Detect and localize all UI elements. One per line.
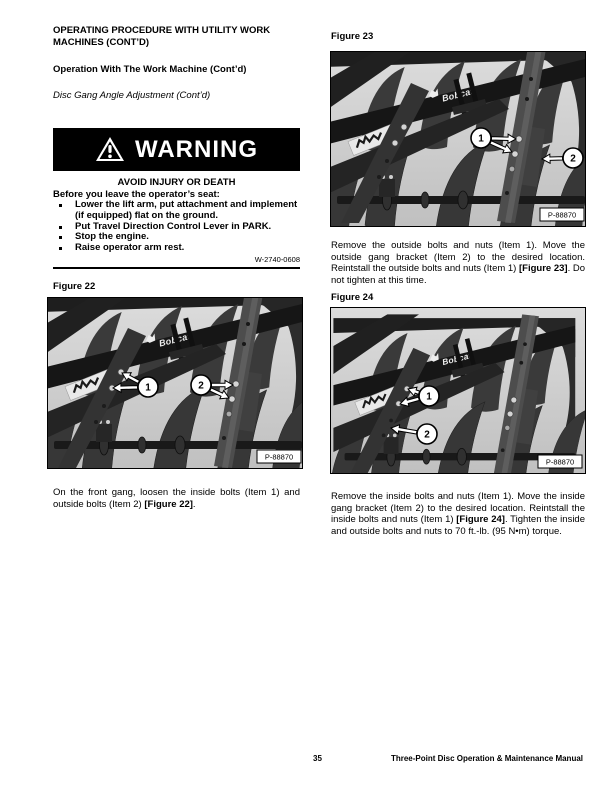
callout-number: 2 (424, 429, 430, 441)
figure-22-label: Figure 22 (53, 281, 96, 293)
figure-23-photo (331, 52, 585, 226)
footer-manual-title: Three-Point Disc Operation & Maintenance Manual (390, 754, 583, 763)
warning-divider (53, 267, 300, 270)
callout-number: 2 (570, 153, 576, 165)
callout-number: 1 (426, 391, 432, 403)
warning-bullet (53, 200, 300, 222)
caption-text: . (192, 498, 196, 510)
warning-bullet (53, 243, 300, 254)
figure-22-photo (48, 298, 302, 468)
caption-text: Remove the outside bolts and nuts (Item 1). Move the outside gang bracket (Item 2) to the desired location. Reintstall the outside bolts and nuts (Item 1) (331, 240, 585, 274)
figure-reference: [Figure 24] (456, 514, 505, 525)
warning-bullet-text: Raise operator arm rest. (75, 242, 185, 254)
caption-text: . Tighten the inside and outside bolts and nuts to 70 ft.-lb. (95 N•m) torque. (331, 514, 586, 537)
photo-id-label: P-88870 (264, 452, 294, 462)
bullet-dot (59, 247, 62, 250)
figure-reference: [Figure 22] (144, 498, 193, 510)
figure-reference: [Figure 23] (519, 263, 568, 274)
warning-bullet-text: Put Travel Direction Control Lever in PARK. (75, 220, 272, 232)
warning-banner (53, 128, 300, 171)
warning-code: W-2740-0608 (254, 254, 300, 264)
figure-24-frame (330, 307, 586, 474)
bullet-dot (59, 226, 62, 229)
figure-23-caption (331, 240, 585, 286)
figure-23-label: Figure 23 (331, 31, 374, 42)
page-number: 35 (313, 754, 322, 763)
caption-text: . Do not tighten at this time. (331, 263, 585, 286)
warning-triangle-icon (95, 136, 125, 163)
photo-id-label: P-88870 (545, 457, 575, 467)
callout-number: 1 (145, 383, 151, 395)
subsubsection-heading: Disc Gang Angle Adjustment (Cont’d) (53, 89, 211, 101)
warning-subtitle: AVOID INJURY OR DEATH (117, 177, 236, 188)
figure-24-photo (331, 308, 585, 473)
figure-23-frame (330, 51, 586, 227)
warning-bullet-text: Lower the lift arm, put attachment and implement (if equipped) flat on the ground. (75, 199, 298, 221)
figure-22-caption (53, 487, 300, 510)
right-column (331, 31, 585, 537)
left-column (53, 25, 300, 510)
figure-24-label: Figure 24 (331, 292, 374, 303)
callout-number: 2 (198, 381, 204, 393)
figure-24-caption (331, 491, 585, 537)
warning-intro: Before you leave the operator’s seat: (53, 189, 220, 200)
bullet-dot (59, 236, 62, 239)
warning-bullet-list (53, 200, 300, 254)
caption-text: On the front gang, loosen the inside bolts (Item 1) and outside bolts (Item 2) (53, 487, 300, 510)
warning-title: WARNING (135, 135, 258, 163)
section-heading: OPERATING PROCEDURE WITH UTILITY WORK MACHINES (CONT’D) (53, 25, 271, 48)
bullet-dot (59, 204, 62, 207)
photo-id-label: P-88870 (547, 210, 577, 220)
figure-22-frame (47, 297, 303, 469)
callout-number: 1 (478, 133, 484, 145)
caption-text: Remove the inside bolts and nuts (Item 1). Move the inside gang bracket (Item 2) to the desired location. Reintstall the inside bolts and nuts (Item 1) (331, 491, 585, 525)
subsection-heading: Operation With The Work Machine (Cont’d) (53, 64, 247, 75)
warning-bullet-text: Stop the engine. (75, 231, 149, 243)
warning-box (53, 128, 300, 269)
